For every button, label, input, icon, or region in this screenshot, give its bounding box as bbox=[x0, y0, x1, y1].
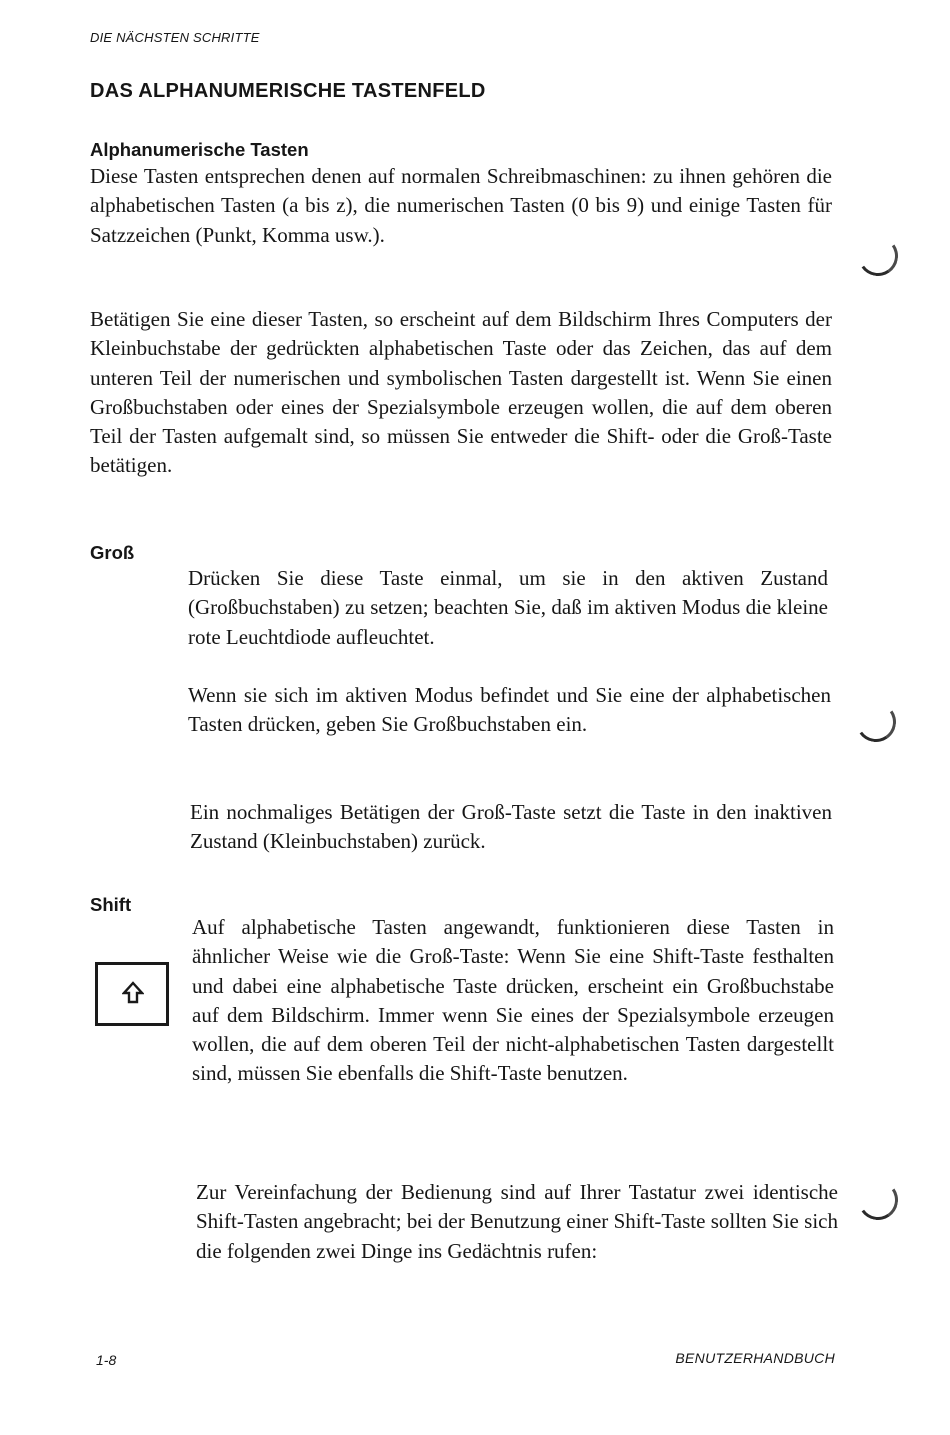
binder-hole-mark bbox=[853, 699, 899, 745]
paragraph-key-behaviour: Betätigen Sie eine dieser Tasten, so erscheint auf dem Bildschirm Ihres Computers der Kleinbuchstabe der gedrückten alphabetischen Taste oder das Zeichen, das auf dem unteren Teil der numerischen und symbolischen Tasten dargestellt ist. Wenn Sie einen Großbuchstaben oder eines der Spezialsymbole erzeugen wollen, die auf dem oberen Teil der Tasten aufgemalt sind, so müssen Sie entweder die Shift- oder die Groß-Taste betätigen. bbox=[90, 307, 832, 478]
shift-paragraph-two-keys: Zur Vereinfachung der Bedienung sind auf Ihrer Tastatur zwei identische Shift-Tasten angebracht; bei der Benutzung einer Shift-Taste sollten Sie sich die folgenden zwei Dinge ins Gedächtnis rufen: bbox=[196, 1180, 838, 1263]
key-label-gross: Groß bbox=[90, 542, 135, 563]
running-head: DIE NÄCHSTEN SCHRITTE bbox=[90, 30, 260, 45]
gross-paragraph-activate: Drücken Sie diese Taste einmal, um sie in den aktiven Zustand (Großbuchstaben) zu setzen; beachten Sie, daß im aktiven Modus die kleine rote Leuchtdiode aufleuchtet. bbox=[188, 566, 828, 649]
subheading-alphanumeric-keys: Alphanumerische Tasten bbox=[90, 139, 309, 160]
binder-hole-mark bbox=[855, 233, 901, 279]
key-label-shift: Shift bbox=[90, 894, 132, 915]
section-title: DAS ALPHANUMERISCHE TASTENFELD bbox=[90, 80, 486, 102]
manual-title: BENUTZERHANDBUCH bbox=[675, 1350, 835, 1366]
page-number: 1-8 bbox=[96, 1352, 117, 1368]
shift-key-symbol bbox=[95, 962, 169, 1026]
paragraph-key-description: Diese Tasten entsprechen denen auf normalen Schreibmaschinen: zu ihnen gehören die alphabetischen Tasten (a bis z), die numerischen Tasten (0 bis 9) und einige Tasten für Satzzeichen (Punkt, Komma usw.). bbox=[90, 164, 832, 247]
gross-paragraph-active-mode: Wenn sie sich im aktiven Modus befindet und Sie eine der alphabetischen Tasten drücken, geben Sie Großbuchstaben ein. bbox=[188, 683, 831, 737]
binder-hole-mark bbox=[855, 1177, 901, 1223]
shift-paragraph-function: Auf alphabetische Tasten angewandt, funktionieren diese Tasten in ähnlicher Weise wie die Groß-Taste: Wenn Sie eine Shift-Taste festhalten und dabei eine alphabetische Taste drücken, erscheint ein Großbuchstabe auf dem Bildschirm. Immer wenn Sie eines der Spezialsymbole erzeugen wollen, die auf dem oberen Teil der nicht-alphabetischen Tasten dargestellt sind, müssen Sie ebenfalls die Shift-Taste benutzen. bbox=[192, 915, 834, 1086]
gross-paragraph-deactivate: Ein nochmaliges Betätigen der Groß-Taste setzt die Taste in den inaktiven Zustand (Kleinbuchstaben) zurück. bbox=[190, 800, 832, 854]
shift-arrow-icon bbox=[122, 981, 144, 1005]
